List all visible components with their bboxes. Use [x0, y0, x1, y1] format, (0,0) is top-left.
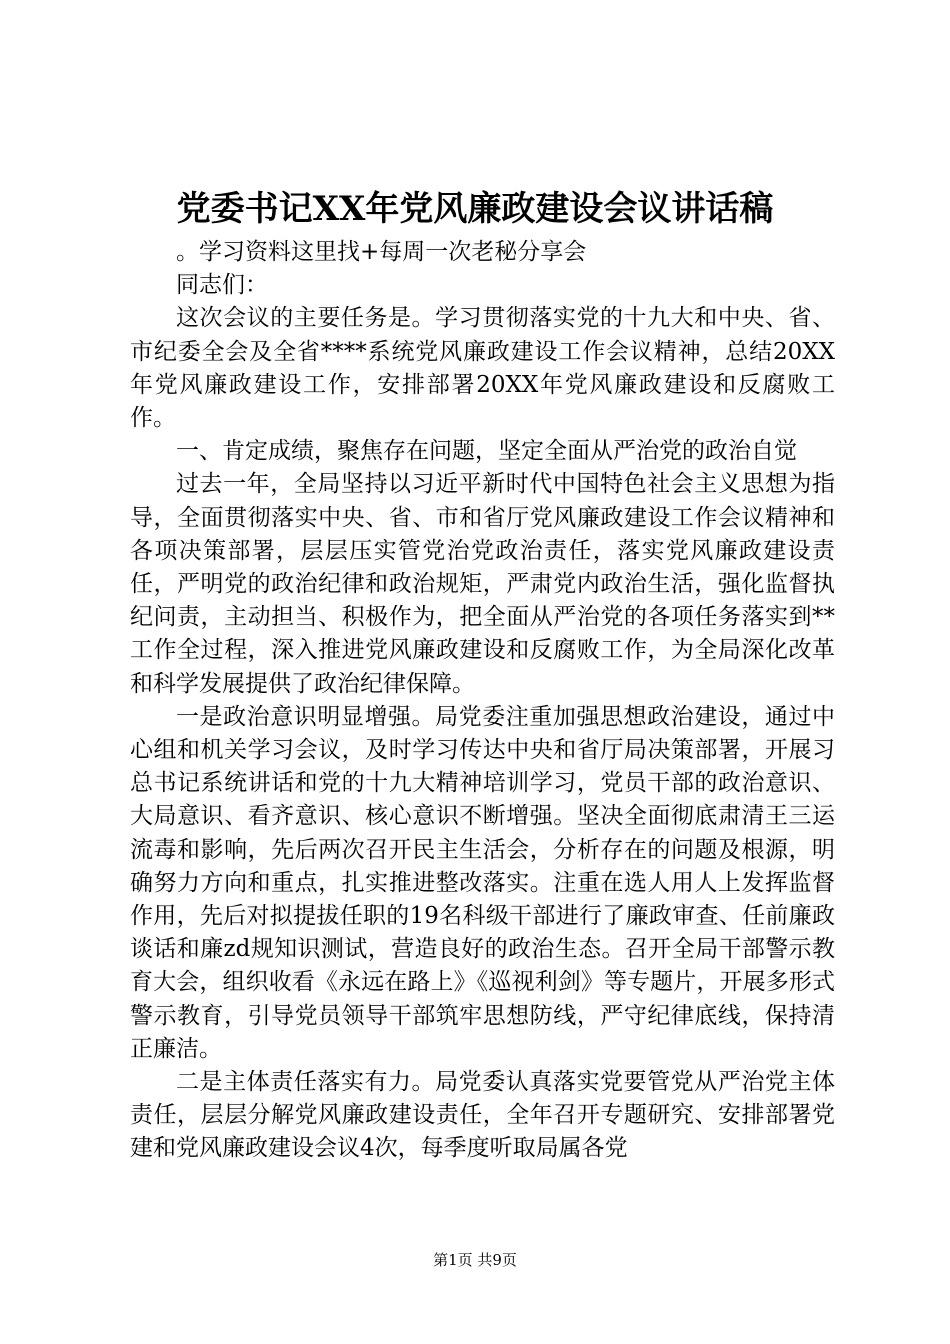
- paragraph-main-task: 这次会议的主要任务是。学习贯彻落实党的十九大和中央、省、市纪委全会及全省****系统党风廉政建设工作会议精神，总结20XX年党风廉政建设工作，安排部署20XX年党风廉政建设和反腐败工作。: [130, 305, 835, 432]
- document-body: [130, 236, 835, 1166]
- paragraph-political-awareness: 一是政治意识明显增强。局党委注重加强思想政治建设，通过中心组和机关学习会议，及时学习传达中央和省厅局决策部署，开展习总书记系统讲话和党的十九大精神培训学习，党员干部的政治意识、大局意识、看齐意识、核心意识不断增强。坚决全面彻底肃清王三运流毒和影响，先后两次召开民主生活会，分析存在的问题及根源，明确努力方向和重点，扎实推进整改落实。注重在选人用人上发挥监督作用，先后对拟提拔任职的19名科级干部进行了廉政审查、任前廉政谈话和廉zd规知识测试，营造良好的政治生态。召开全局干部警示教育大会，组织收看《永远在路上》《巡视利剑》等专题片，开展多形式警示教育，引导党员领导干部筑牢思想防线，严守纪律底线，保持清正廉洁。: [130, 703, 835, 1062]
- section-heading-1: 一、肯定成绩，聚焦存在问题，坚定全面从严治党的政治自觉: [176, 438, 797, 465]
- paragraph-salutation: 同志们：: [176, 272, 268, 299]
- paragraph-main-responsibility: 二是主体责任落实有力。局党委认真落实党要管党从严治党主体责任，层层分解党风廉政建设责任，全年召开专题研究、安排部署党建和党风廉政建设会议4次，每季度听取局属各党: [130, 1069, 835, 1162]
- paragraph-review: 过去一年，全局坚持以习近平新时代中国特色社会主义思想为指导，全面贯彻落实中央、省、市和省厅党风廉政建设工作会议精神和各项决策部署，层层压实管党治党政治责任，落实党风廉政建设责任，严明党的政治纪律和政治规矩，严肃党内政治生活，强化监督执纪问责，主动担当、积极作为，把全面从严治党的各项任务落实到**工作全过程，深入推进党风廉政建设和反腐败工作，为全局深化改革和科学发展提供了政治纪律保障。: [130, 471, 835, 697]
- paragraph-intro-note: 。学习资料这里找+每周一次老秘分享会: [176, 239, 587, 265]
- document-title: 党委书记XX年党风廉政建设会议讲话稿: [176, 189, 774, 229]
- page-footer: 第1页 共9页: [433, 1251, 517, 1269]
